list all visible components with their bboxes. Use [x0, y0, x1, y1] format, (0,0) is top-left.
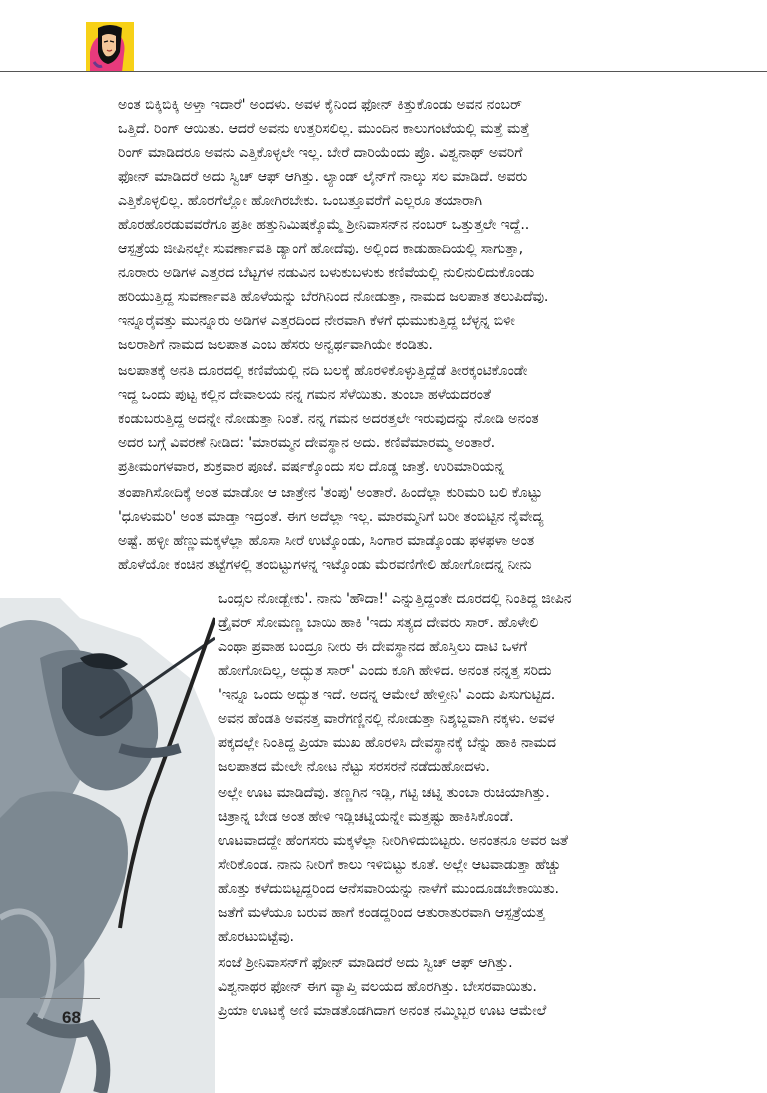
text-line: ಹೊಳೆಯೋ ಕಂಚಿನ ತಟ್ಟೆಗಳಲ್ಲಿ ತಂಬಿಟ್ಟುಗಳನ್ನ ಇಟ್ಕೊಂಡು ಮೆರವಣಿಗೇಲಿ ಹೋಗೋದನ್ನ ನೀನು — [118, 557, 532, 573]
text-line: ಚಿತ್ರಾನ್ನ ಬೇಡ ಅಂತ ಹೇಳಿ ಇಡ್ಲಿಚಟ್ನಿಯನ್ನೇ ಮತ್ತಷ್ಟು ಹಾಕಿಸಿಕೊಂಡೆ. — [218, 809, 514, 825]
text-line: ರಿಂಗ್ ಮಾಡಿದರೂ ಅವನು ಎತ್ತಿಕೊಳ್ಳಲೇ ಇಲ್ಲ. ಬೇರೆ ದಾರಿಯೆಂದು ಪ್ರೊ. ವಿಶ್ವನಾಥ್ ಅವರಿಗೆ — [118, 145, 523, 161]
archer-illustration — [0, 598, 215, 1093]
text-line: ಊಟವಾದದ್ದೇ ಹೆಂಗಸರು ಮಕ್ಕಳೆಲ್ಲಾ ನೀರಿಗಿಳಿದುಬಿಟ್ಟರು. ಅನಂತನೂ ಅವರ ಜತೆ — [218, 833, 568, 849]
text-line: ಪ್ರಿಯಾ ಊಟಕ್ಕೆ ಅಣಿ ಮಾಡತೊಡಗಿದಾಗ ಅನಂತ ನಮ್ಮಿಬ್ಬರ ಊಟ ಆಮೇಲೆ — [218, 1003, 547, 1019]
text-line: ಡ್ರೈವರ್ ಸೋಮಣ್ಣ ಬಾಯಿ ಹಾಕಿ 'ಇದು ಸತ್ಯದ ದೇವರು ಸಾರ್. ಹೊಳೇಲಿ — [218, 615, 539, 631]
text-line: 'ಇನ್ನೂ ಒಂದು ಅದ್ಭುತ ಇದೆ. ಅದನ್ನ ಆಮೇಲೆ ಹೇಳ್ತೀನಿ' ಎಂದು ಪಿಸುಗುಟ್ಟಿದ. — [218, 687, 556, 703]
header-rule — [0, 71, 767, 72]
text-line: ಎಂಥಾ ಪ್ರವಾಹ ಬಂದ್ರೂ ನೀರು ಈ ದೇವಸ್ಥಾನದ ಹೊಸ್ತಿಲು ದಾಟಿ ಒಳಗೆ — [218, 639, 527, 655]
text-line: ಎತ್ತಿಕೊಳ್ಳಲಿಲ್ಲ. ಹೊರಗೆಲ್ಲೋ ಹೋಗಿರಬೇಕು. ಒಂಬತ್ತೂವರೆಗೆ ಎಲ್ಲರೂ ತಯಾರಾಗಿ — [118, 193, 482, 209]
text-line: ಅಷ್ಟೆ. ಹಳ್ಳೀ ಹೆಣ್ಣುಮಕ್ಕಳೆಲ್ಲಾ ಹೊಸಾ ಸೀರೆ ಉಟ್ಕೊಂಡು, ಸಿಂಗಾರ ಮಾಡ್ಕೊಂಡು ಫಳಫಳಾ ಅಂತ — [118, 533, 535, 549]
magazine-logo-icon — [86, 22, 134, 72]
text-line: ವಿಶ್ವನಾಥರ ಫೋನ್ ಈಗ ವ್ಯಾಪ್ತಿ ವಲಯದ ಹೊರಗಿತ್ತು. ಬೇಸರವಾಯಿತು. — [218, 979, 537, 995]
text-line: ಹೊರಟುಬಿಟ್ಟೆವು. — [218, 929, 294, 945]
text-line: ಇನ್ನೂರೈವತ್ತು ಮುನ್ನೂರು ಅಡಿಗಳ ಎತ್ತರದಿಂದ ನೇರವಾಗಿ ಕೆಳಗೆ ಧುಮುಕುತ್ತಿದ್ದ ಬೆಳ್ಳನ್ನ ಬಿಳೀ — [118, 313, 515, 329]
text-line: ತಂಪಾಗಿಸೋದಿಕ್ಕೆ ಅಂತ ಮಾಡೋ ಆ ಜಾತ್ರೇನ 'ತಂಪು' ಅಂತಾರೆ. ಹಿಂದೆಲ್ಲಾ ಕುರಿಮರಿ ಬಲಿ ಕೊಟ್ಟು — [118, 485, 543, 501]
page-number: 68 — [62, 1008, 81, 1027]
text-line: ಅವನ ಹೆಂಡತಿ ಅವನತ್ತ ವಾರೆಗಣ್ಣಿನಲ್ಲಿ ನೋಡುತ್ತಾ ನಿಶ್ಶಬ್ದವಾಗಿ ನಕ್ಕಳು. ಅವಳ — [218, 711, 555, 727]
text-line: ಜಲಪಾತಕ್ಕೆ ಅನತಿ ದೂರದಲ್ಲಿ ಕಣಿವೆಯಲ್ಲಿ ನದಿ ಬಲಕ್ಕೆ ಹೊರಳಿಕೊಳ್ಳುತ್ತಿದ್ದೆಡೆ ತೀರಕ್ಕಂಟಿಕೊಂಡೇ — [118, 363, 528, 379]
text-line: ಅದರ ಬಗ್ಗೆ ವಿವರಣೆ ನೀಡಿದ: 'ಮಾರಮ್ಮನ ದೇವಸ್ಥಾನ ಅದು. ಕಣಿವೆಮಾರಮ್ಮ ಅಂತಾರೆ. — [118, 435, 495, 451]
text-line: ಇದ್ದ ಒಂದು ಪುಟ್ಟ ಕಲ್ಲಿನ ದೇವಾಲಯ ನನ್ನ ಗಮನ ಸೆಳೆಯಿತು. ತುಂಬಾ ಹಳೆಯದರಂತೆ — [118, 387, 491, 403]
text-line: ಜತೆಗೆ ಮಳೆಯೂ ಬರುವ ಹಾಗೆ ಕಂಡದ್ದರಿಂದ ಆತುರಾತುರವಾಗಿ ಆಸ್ಪತ್ರೆಯತ್ತ — [218, 905, 545, 921]
text-line: ಹೊತ್ತು ಕಳೆದುಬಿಟ್ಟದ್ದರಿಂದ ಆನೆಸವಾರಿಯನ್ನು ನಾಳೆಗೆ ಮುಂದೂಡಬೇಕಾಯಿತು. — [218, 881, 559, 897]
text-line: ಹೊರಹೊರಡುವವರೆಗೂ ಪ್ರತೀ ಹತ್ತುನಿಮಿಷಕ್ಕೊಮ್ಮೆ ಶ್ರೀನಿವಾಸನ್‌ನ ನಂಬರ್ ಒತ್ತುತ್ತಲೇ ಇದ್ದೆ.. — [118, 217, 530, 233]
text-line: ಆಸ್ಪತ್ರೆಯ ಜೀಪಿನಲ್ಲೇ ಸುವರ್ಣಾವತಿ ಡ್ಯಾಂಗೆ ಹೋದೆವು. ಅಲ್ಲಿಂದ ಕಾಡುಹಾದಿಯಲ್ಲಿ ಸಾಗುತ್ತಾ, — [118, 241, 523, 257]
folio-rule — [40, 998, 100, 999]
text-line: ಹೋಗೋದಿಲ್ಲ, ಅದ್ಭುತ ಸಾರ್' ಎಂದು ಕೂಗಿ ಹೇಳಿದ. ಅನಂತ ನನ್ನತ್ತ ಸರಿದು — [218, 663, 552, 679]
text-line: ಅಲ್ಲೇ ಊಟ ಮಾಡಿದೆವು. ತಣ್ಣಗಿನ ಇಡ್ಲಿ, ಗಟ್ಟಿ ಚಟ್ನಿ ತುಂಬಾ ರುಚಿಯಾಗಿತ್ತು. — [218, 785, 550, 801]
text-line: ಅಂತ ಬಿಕ್ಕಿಬಿಕ್ಕಿ ಅಳ್ತಾ ಇದಾರೆ' ಅಂದಳು. ಅವಳ ಕೈನಿಂದ ಫೋನ್ ಕಿತ್ತುಕೊಂಡು ಅವನ ನಂಬರ್ — [118, 97, 522, 113]
text-line: 'ಧೂಳುಮರಿ' ಅಂತ ಮಾಡ್ತಾ ಇದ್ರಂತೆ. ಈಗ ಅದೆಲ್ಲಾ ಇಲ್ಲ. ಮಾರಮ್ಮನಿಗೆ ಬರೀ ತಂಬಿಟ್ಟಿನ ನೈವೇದ್ಯ — [118, 509, 544, 525]
text-line: ಪ್ರತೀಮಂಗಳವಾರ, ಶುಕ್ರವಾರ ಪೂಜೆ. ವರ್ಷಕ್ಕೊಂದು ಸಲ ದೊಡ್ಡ ಜಾತ್ರೆ. ಉರಿಮಾರಿಯನ್ನ — [118, 459, 505, 475]
text-line: ನೂರಾರು ಅಡಿಗಳ ಎತ್ತರದ ಬೆಟ್ಟಗಳ ನಡುವಿನ ಬಳುಕುಬಳುಕು ಕಣಿವೆಯಲ್ಲಿ ನುಲಿನುಲಿದುಕೊಂಡು — [118, 265, 535, 281]
text-line: ಒತ್ತಿದೆ. ರಿಂಗ್ ಆಯಿತು. ಆದರೆ ಅವನು ಉತ್ತರಿಸಲಿಲ್ಲ. ಮುಂದಿನ ಕಾಲುಗಂಟೆಯಲ್ಲಿ ಮತ್ತೆ ಮತ್ತೆ — [118, 121, 530, 137]
text-line: ಪಕ್ಕದಲ್ಲೇ ನಿಂತಿದ್ದ ಪ್ರಿಯಾ ಮುಖ ಹೊರಳಿಸಿ ದೇವಸ್ಥಾನಕ್ಕೆ ಬೆನ್ನು ಹಾಕಿ ನಾಮದ — [218, 735, 556, 751]
text-line: ಜಲರಾಶಿಗೆ ನಾಮದ ಜಲಪಾತ ಎಂಬ ಹೆಸರು ಅನ್ವರ್ಥವಾಗಿಯೇ ಕಂಡಿತು. — [118, 337, 433, 353]
text-line: ಹರಿಯುತ್ತಿದ್ದ ಸುವರ್ಣಾವತಿ ಹೊಳೆಯನ್ನು ಬೆರಗಿನಿಂದ ನೋಡುತ್ತಾ, ನಾಮದ ಜಲಪಾತ ತಲುಪಿದೆವು. — [118, 289, 549, 305]
text-line: ಕಂಡುಬರುತ್ತಿದ್ದ ಅದನ್ನೇ ನೋಡುತ್ತಾ ನಿಂತೆ. ನನ್ನ ಗಮನ ಅದರತ್ತಲೇ ಇರುವುದನ್ನು ನೋಡಿ ಅನಂತ — [118, 411, 539, 427]
text-line: ಫೋನ್ ಮಾಡಿದರೆ ಅದು ಸ್ವಿಚ್ ಆಫ್ ಆಗಿತ್ತು. ಲ್ಯಾಂಡ್ ಲೈನ್‌ಗೆ ನಾಲ್ಕು ಸಲ ಮಾಡಿದೆ. ಅವರು — [118, 169, 528, 185]
text-line: ಸೇರಿಕೊಂಡ. ನಾನು ನೀರಿಗೆ ಕಾಲು ಇಳಿಬಿಟ್ಟು ಕೂತೆ. ಅಲ್ಲೇ ಆಟವಾಡುತ್ತಾ ಹೆಚ್ಚು — [218, 857, 561, 873]
text-line: ಒಂದ್ಸಲ ನೋಡ್ಬೇಕು'. ನಾನು 'ಹೌದಾ!' ಎನ್ನುತ್ತಿದ್ದಂತೇ ದೂರದಲ್ಲಿ ನಿಂತಿದ್ದ ಜೀಪಿನ — [218, 591, 572, 607]
text-line: ಸಂಜೆ ಶ್ರೀನಿವಾಸನ್‌ಗೆ ಫೋನ್ ಮಾಡಿದರೆ ಅದು ಸ್ವಿಚ್ ಆಫ್ ಆಗಿತ್ತು. — [218, 955, 513, 971]
text-line: ಜಲಪಾತದ ಮೇಲೇ ನೋಟ ನೆಟ್ಟು ಸರಸರನೆ ನಡೆದುಹೋದಳು. — [218, 759, 490, 775]
